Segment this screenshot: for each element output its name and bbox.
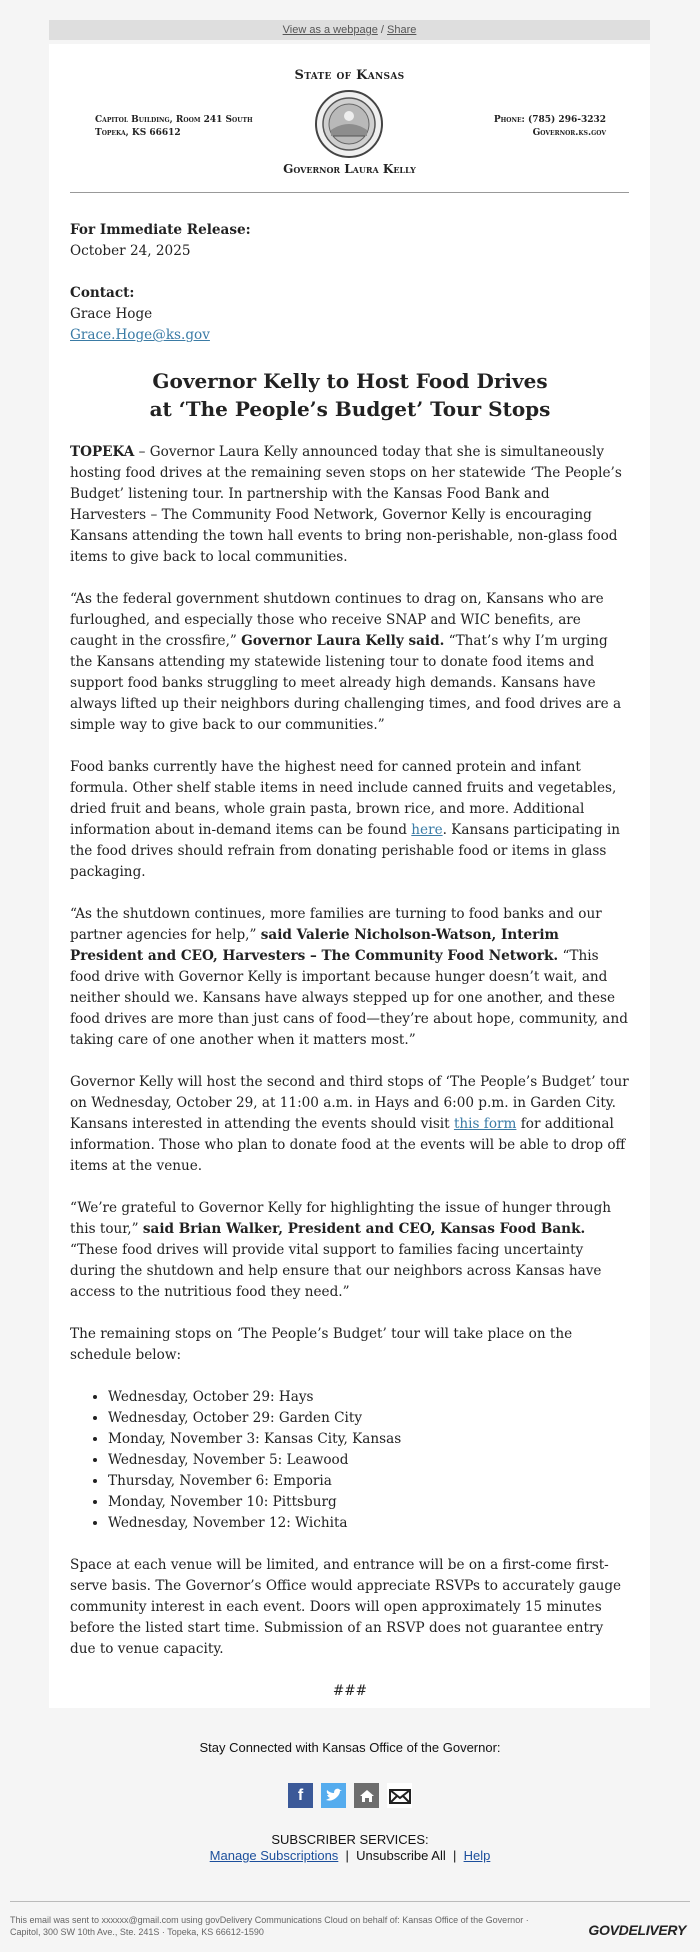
subscriber-services-label: SUBSCRIBER SERVICES: [271, 1832, 429, 1847]
press-release-body [70, 220, 630, 1702]
p4-text-b: “This food drive with Governor Kelly is important because hunger doesn’t wait, and neither should we. Kansans have always stepped up for one another, and these food drives are more than just cans of food—they’re about hope, community, and taking care of one another when it matters most.” [70, 948, 628, 1048]
here-link[interactable]: here [411, 822, 443, 838]
contact-name: Grace Hoge [70, 306, 153, 322]
legal-line2: Capitol, 300 SW 10th Ave., Ste. 241S · Topeka, KS 66612-1590 [10, 1927, 264, 1937]
email-card [49, 44, 650, 1708]
paragraph-1 [70, 442, 630, 568]
social-icons [0, 1783, 700, 1808]
paragraph-8: Space at each venue will be limited, and entrance will be on a first-come first-serve basis. The Governor’s Office would appreciate RSVPs to accurately gauge community interest in each event. Doors will open approximately 15 minutes before the listed start time. Submission of an RSVP does not guarantee entry due to venue capacity. [70, 1557, 622, 1657]
manage-subscriptions-link[interactable]: Manage Subscriptions [209, 1848, 339, 1863]
paragraph-6 [70, 1198, 630, 1303]
schedule-list [70, 1387, 630, 1534]
contact-block [494, 114, 606, 140]
governor-title: Governor Laura Kelly [283, 162, 416, 176]
headline [70, 367, 630, 423]
paragraph-2 [70, 589, 630, 736]
phone: Phone: (785) 296-3232 [493, 115, 606, 125]
govdelivery-logo: GOVDELIVERY [588, 1922, 686, 1938]
headline-line1: Governor Kelly to Host Food Drives [152, 369, 548, 393]
list-item: • Wednesday, November 12: Wichita [108, 1513, 630, 1534]
address-line2: Topeka, KS 66612 [95, 128, 181, 138]
email-icon[interactable] [387, 1783, 412, 1808]
top-bar-separator: / [380, 24, 384, 36]
website: Governor.ks.gov [532, 128, 606, 138]
unsubscribe-all-link[interactable]: Unsubscribe All [356, 1848, 446, 1863]
p3-text-b: . Kansans participating in the food drives should refrain from donating perishable food or items in glass packaging. [70, 822, 620, 880]
address-block [95, 114, 253, 140]
p5-text-b: for additional information. Those who plan to donate food at the events will be able to drop off items at the venue. [70, 1116, 626, 1174]
end-mark: ### [332, 1683, 368, 1699]
paragraph-3 [70, 757, 630, 883]
list-item: • Wednesday, November 5: Leawood [108, 1450, 630, 1471]
p6-text-b: “These food drives will provide vital support to families facing uncertainty during the shutdown and help ensure that our neighbors across Kansas have access to the nutritious food they need.” [70, 1242, 602, 1300]
subscriber-services: SUBSCRIBER SERVICES: Manage Subscriptions | Unsubscribe All | Help [0, 1832, 700, 1864]
list-item: • Wednesday, October 29: Garden City [108, 1408, 630, 1429]
p3-text-a: Food banks currently have the highest need for canned protein and infant formula. Other shelf stable items in need include canned fruits and vegetables, dried fruit and beans, whole grain pasta, brown rice, and more. Additional information about in-demand items can be found [70, 759, 617, 838]
list-item: • Wednesday, October 29: Hays [108, 1387, 630, 1408]
address-line1: Capitol Building, Room 241 South [95, 115, 253, 125]
list-item: • Monday, November 10: Pittsburg [108, 1492, 630, 1513]
p2-text-b: “That’s why I’m urging the Kansans attending my statewide listening tour to donate food items and support food banks struggling to meet already high demands. Kansans have always lifted up their neighbors during challenging times, and food drives are a simple way to give back to our communities.” [70, 633, 622, 733]
share-link[interactable]: Share [387, 24, 417, 36]
headline-line2: at ‘The People’s Budget’ Tour Stops [149, 397, 551, 421]
state-title: State of Kansas [294, 68, 405, 83]
help-link[interactable]: Help [463, 1848, 491, 1863]
release-label: For Immediate Release: [70, 222, 251, 238]
list-item: • Monday, November 3: Kansas City, Kansas [108, 1429, 630, 1450]
header-divider [70, 192, 629, 193]
paragraph-5 [70, 1072, 630, 1177]
top-bar [49, 20, 650, 40]
list-item: • Thursday, November 6: Emporia [108, 1471, 630, 1492]
twitter-icon[interactable] [321, 1783, 346, 1808]
stay-connected-text: Stay Connected with Kansas Office of the Governor: [199, 1740, 501, 1755]
contact-label: Contact: [70, 285, 135, 301]
view-webpage-link[interactable]: View as a webpage [282, 24, 378, 36]
p6-text-a: “We’re grateful to Governor Kelly for highlighting the issue of hunger through this tour,” [70, 1200, 612, 1237]
p5-text-a: Governor Kelly will host the second and third stops of ‘The People’s Budget’ tour on Wednesday, October 29, at 11:00 a.m. in Hays and 6:00 p.m. in Garden City. Kansans interested in attending the events should visit [70, 1074, 629, 1132]
facebook-icon[interactable]: f [288, 1783, 313, 1808]
legal-divider [10, 1901, 690, 1902]
home-icon[interactable] [354, 1783, 379, 1808]
release-date: October 24, 2025 [70, 243, 191, 259]
dateline: TOPEKA [70, 444, 135, 460]
kansas-seal-icon [315, 90, 383, 158]
legal-line1: This email was sent to xxxxxx@gmail.com using govDelivery Communications Cloud on behalf of: Kansas Office of the Governor · [10, 1915, 529, 1925]
footer [0, 1740, 700, 1864]
p4-attribution: said Valerie Nicholson-Watson, Interim President and CEO, Harvesters – The Community Food Network. [70, 927, 559, 964]
legal-text [10, 1914, 570, 1938]
p1-text: – Governor Laura Kelly announced today that she is simultaneously hosting food drives at the remaining seven stops on her statewide ‘The People’s Budget’ listening tour. In partnership with the Kansas Food Bank and Harvesters – The Community Food Network, Governor Kelly is encouraging Kansans attending the town hall events to bring non-perishable, non-glass food items to give back to local communities. [70, 444, 622, 565]
paragraph-7: The remaining stops on ‘The People’s Budget’ tour will take place on the schedule below: [70, 1326, 573, 1363]
paragraph-4 [70, 904, 630, 1051]
contact-email-link[interactable]: Grace.Hoge@ks.gov [70, 327, 210, 343]
p2-attribution: Governor Laura Kelly said. [241, 633, 445, 649]
this-form-link[interactable]: this form [453, 1116, 517, 1132]
p2-text-a: “As the federal government shutdown continues to drag on, Kansans who are furloughed, and especially those who receive SNAP and WIC benefits, are caught in the crossfire,” [70, 591, 604, 649]
p4-text-a: “As the shutdown continues, more families are turning to food banks and our partner agencies for help,” [70, 906, 602, 943]
p6-attribution: said Brian Walker, President and CEO, Kansas Food Bank. [142, 1221, 586, 1237]
